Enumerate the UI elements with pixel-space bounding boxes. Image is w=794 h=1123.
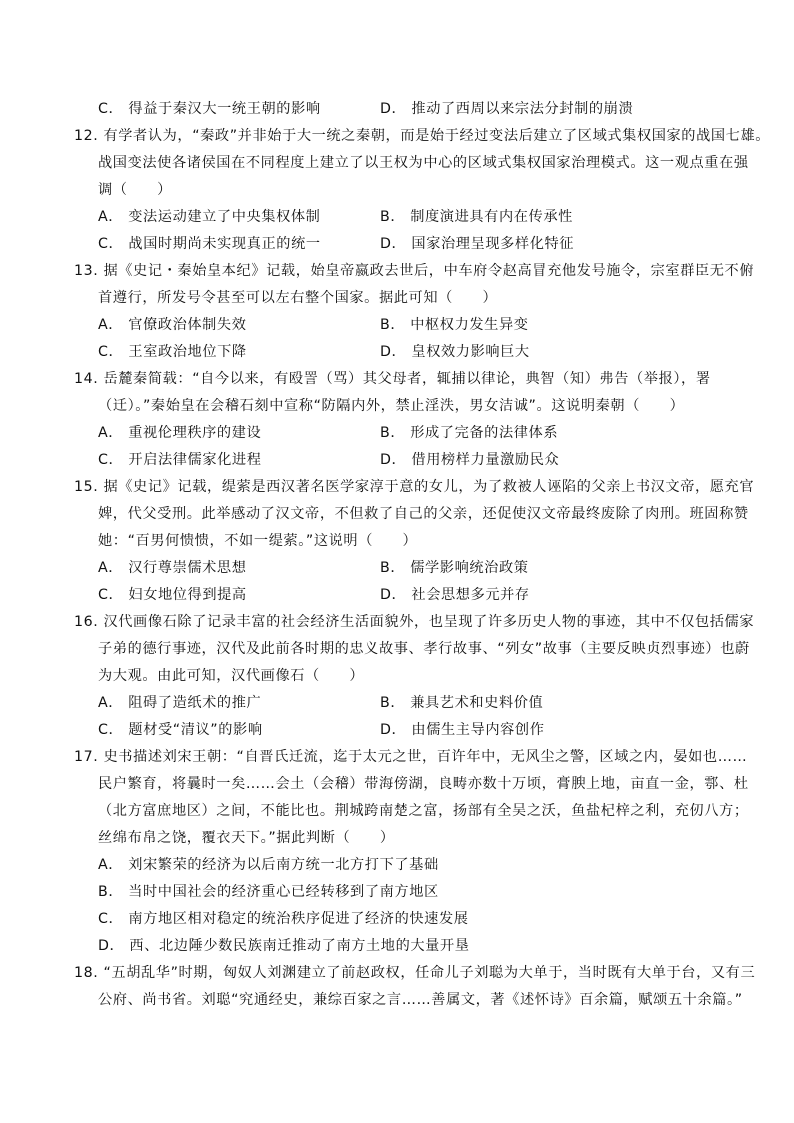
q17-option-c: C． 南方地区相对稳定的统治秩序促进了经济的快速发展	[98, 911, 469, 927]
q16-stem-line-2: 子弟的德行事迹，汉代及此前各时期的忠义故事、孝行故事、“列女”故事（主要反映贞烈事迹）也蔚	[98, 641, 750, 657]
q13-option-b: B． 中枢权力发生异变	[380, 317, 529, 333]
q17-stem-line-1: 17. 史书描述刘宋王朝：“自晋氏迁流，迄于太元之世，百许年中，无风尘之警，区域之内，晏如也……	[74, 749, 748, 765]
q15-option-a: A． 汉行尊崇儒术思想	[98, 560, 247, 576]
q16-option-d: D． 由儒生主导内容创作	[380, 722, 545, 738]
q12-option-a: A． 变法运动建立了中央集权体制	[98, 209, 321, 225]
q12-stem-line-1: 12. 有学者认为，“秦政”并非始于大一统之秦朝，而是始于经过变法后建立了区域式集权国家的战国七雄。	[74, 128, 771, 144]
q13-stem-line-1: 13. 据《史记・秦始皇本纪》记载，始皇帝嬴政去世后，中车府令赵高冒充他发号施令，宗室群臣无不俯	[74, 263, 755, 279]
q17-option-b: B． 当时中国社会的经济重心已经转移到了南方地区	[98, 884, 439, 900]
q12-option-d: D． 国家治理呈现多样化特征	[380, 236, 575, 252]
q15-stem-line-2: 婢，代父受刑。此举感动了汉文帝，不但救了自己的父亲，还促使汉文帝最终废除了肉刑。班固称赞	[98, 506, 749, 522]
q17-option-a: A． 刘宋繁荣的经济为以后南方统一北方打下了基础	[98, 857, 439, 873]
q12-stem-line-2: 战国变法使各诸侯国在不同程度上建立了以王权为中心的区域式集权国家治理模式。这一观点重在强	[98, 155, 749, 171]
q12-option-c: C． 战国时期尚未实现真正的统一	[98, 236, 321, 252]
q15-stem-line-1: 15. 据《史记》记载，缇萦是西汉著名医学家淳于意的女儿，为了救被人诬陷的父亲上书汉文帝，愿充官	[74, 479, 755, 495]
q16-stem-line-3: 为大观。由此可知，汉代画像石（ ）	[98, 668, 365, 684]
q14-option-a: A． 重视伦理秩序的建设	[98, 425, 262, 441]
q17-option-d: D． 西、北边陲少数民族南迁推动了南方土地的大量开垦	[98, 938, 470, 954]
q15-option-b: B． 儒学影响统治政策	[380, 560, 529, 576]
q18-stem-line-2: 公府、尚书省。刘聪“究通经史，兼综百家之言……善属文，著《述怀诗》百余篇，赋颂五十余篇。”	[98, 992, 743, 1008]
q14-stem-line-2: （迁）。”秦始皇在会稽石刻中宣称“防隔内外，禁止淫泆，男女洁诚”。这说明秦朝（ ）	[98, 398, 685, 414]
q14-option-c: C． 开启法律儒家化进程	[98, 452, 262, 468]
q18-stem-line-1: 18. “五胡乱华”时期，匈奴人刘渊建立了前赵政权，任命儿子刘聪为大单于，当时既有大单于台，又有三	[74, 965, 756, 981]
q14-option-d: D． 借用榜样力量激励民众	[380, 452, 560, 468]
q17-stem-line-2: 民户繁育，将曩时一矣……会土（会稽）带海傍湖，良畴亦数十万顷，膏腴上地，亩直一金，鄠、杜	[98, 776, 749, 792]
q11-option-d: D． 推动了西周以来宗法分封制的崩溃	[380, 101, 634, 117]
q11-option-c: C． 得益于秦汉大一统王朝的影响	[98, 101, 321, 117]
q16-stem-line-1: 16. 汉代画像石除了记录丰富的社会经济生活面貌外，也呈现了许多历史人物的事迹，其中不仅包括儒家	[74, 614, 755, 630]
q12-stem-line-3: 调（ ）	[98, 182, 172, 198]
q17-stem-line-3: （北方富庶地区）之间，不能比也。荆城跨南楚之富，扬部有全吴之沃，鱼盐杞梓之利，充仞八方；	[98, 803, 749, 819]
q15-option-d: D． 社会思想多元并存	[380, 587, 530, 603]
q13-option-d: D． 皇权效力影响巨大	[380, 344, 530, 360]
q13-option-c: C． 王室政治地位下降	[98, 344, 247, 360]
q13-option-a: A． 官僚政治体制失效	[98, 317, 247, 333]
q16-option-b: B． 兼具艺术和史料价值	[380, 695, 544, 711]
q13-stem-line-2: 首遵行，所发号令甚至可以左右整个国家。据此可知（ ）	[98, 290, 498, 306]
q17-stem-line-4: 丝绵布帛之饶，覆衣天下。”据此判断（ ）	[98, 830, 395, 846]
q12-option-b: B． 制度演进具有内在传承性	[380, 209, 573, 225]
q15-stem-line-3: 她：“百男何愦愦，不如一缇萦。”这说明（ ）	[98, 533, 418, 549]
q14-option-b: B． 形成了完备的法律体系	[380, 425, 559, 441]
q16-option-a: A． 阻碍了造纸术的推广	[98, 695, 262, 711]
q16-option-c: C． 题材受“清议”的影响	[98, 722, 263, 738]
q15-option-c: C． 妇女地位得到提高	[98, 587, 247, 603]
q14-stem-line-1: 14. 岳麓秦简载：“自今以来，有殴詈（骂）其父母者，辄捕以律论，典智（知）弗告（举报），署	[74, 371, 711, 387]
